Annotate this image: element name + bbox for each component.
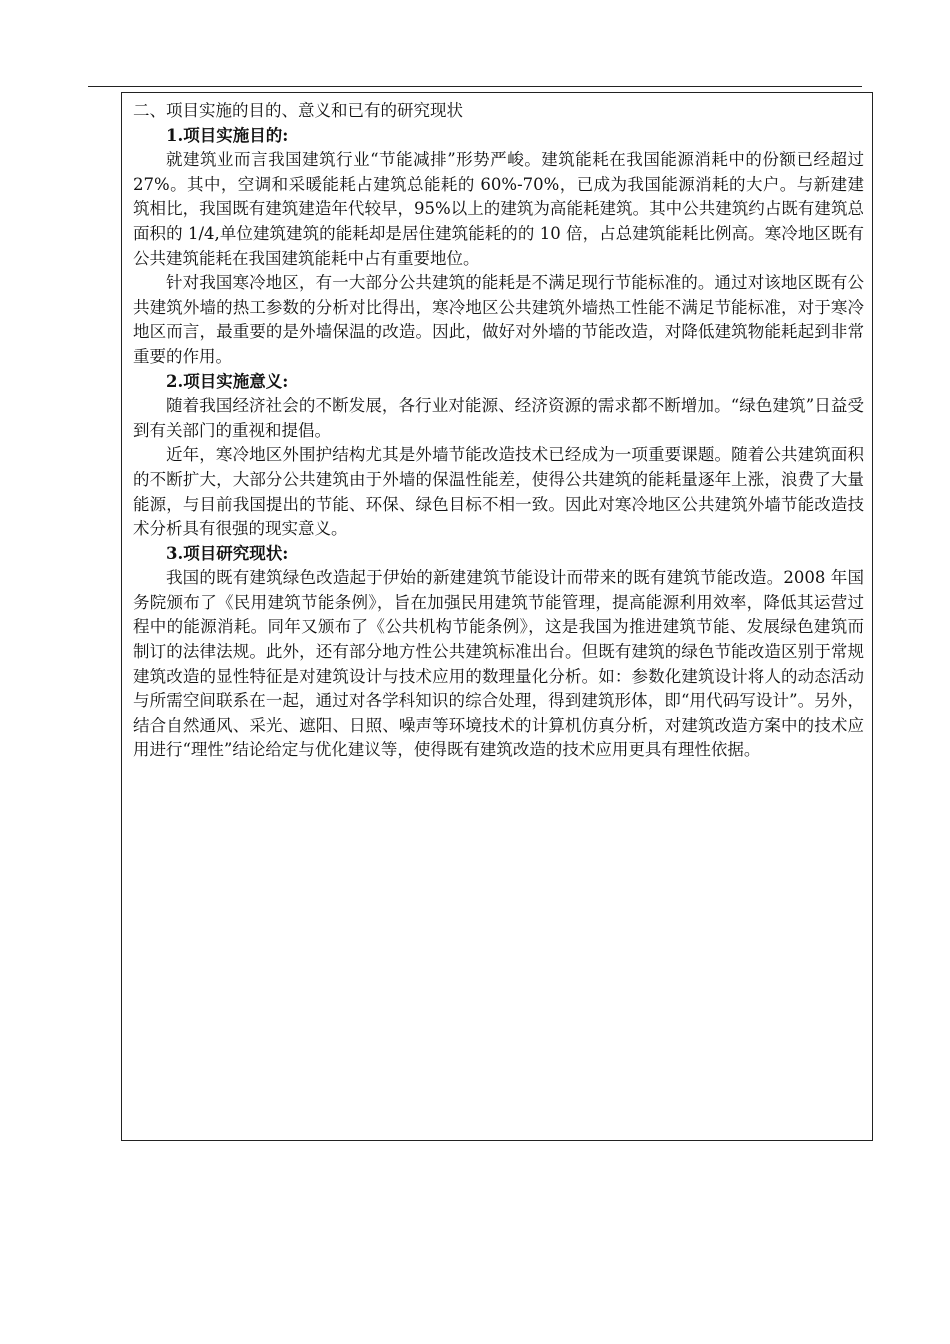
paragraph-significance-2: 近年，寒冷地区外围护结构尤其是外墙节能改造技术已经成为一项重要课题。随着公共建筑面积的不断扩大，大部分公共建筑由于外墙的保温性能差，使得公共建筑的能耗量逐年上涨，浪费了大量能源，与目前我国提出的节能、环保、绿色目标不相一致。因此对寒冷地区公共建筑外墙节能改造技术分析具有很强的现实意义。 bbox=[133, 445, 864, 539]
form-table-cell bbox=[121, 92, 873, 1141]
section-title: 二、项目实施的目的、意义和已有的研究现状 bbox=[133, 101, 463, 120]
subheading-research-status: 3.项目研究现状: bbox=[166, 543, 289, 563]
header-rule bbox=[88, 86, 862, 87]
cell-content bbox=[133, 99, 864, 763]
paragraph-research-status-1: 我国的既有建筑绿色改造起于伊始的新建建筑节能设计而带来的既有建筑节能改造。2008 年国务院颁布了《民用建筑节能条例》，旨在加强民用建筑节能管理，提高能源利用效率，降低其运营过程中的能源消耗。同年又颁布了《公共机构节能条例》，这是我国为推进建筑节能、发展绿色建筑而制订的法律法规。此外，还有部分地方性公共建筑标准出台。但既有建筑的绿色节能改造区别于常规建筑改造的显性特征是对建筑设计与技术应用的数理量化分析。如：参数化建筑设计将人的动态活动与所需空间联系在一起，通过对各学科知识的综合处理，得到建筑形体，即“用代码写设计”。另外，结合自然通风、采光、遮阳、日照、噪声等环境技术的计算机仿真分析，对建筑改造方案中的技术应用进行“理性”结论给定与优化建议等，使得既有建筑改造的技术应用更具有理性依据。 bbox=[133, 568, 864, 760]
paragraph-significance-1: 随着我国经济社会的不断发展，各行业对能源、经济资源的需求都不断增加。“绿色建筑”日益受到有关部门的重视和提倡。 bbox=[133, 396, 864, 440]
subheading-significance: 2.项目实施意义: bbox=[166, 371, 289, 391]
paragraph-purpose-2: 针对我国寒冷地区，有一大部分公共建筑的能耗是不满足现行节能标准的。通过对该地区既有公共建筑外墙的热工参数的分析对比得出，寒冷地区公共建筑外墙热工性能不满足节能标准，对于寒冷地区而言，最重要的是外墙保温的改造。因此，做好对外墙的节能改造，对降低建筑物能耗起到非常重要的作用。 bbox=[133, 273, 864, 366]
paragraph-purpose-1: 就建筑业而言我国建筑行业“节能减排”形势严峻。建筑能耗在我国能源消耗中的份额已经超过 27%。其中，空调和采暖能耗占建筑总能耗的 60%-70%，已成为我国能源消耗的大户。与新建建筑相比，我国既有建筑建造年代较早，95%以上的建筑为高能耗建筑。其中公共建筑约占既有建筑总面积的 1/4,单位建筑建筑的能耗却是居住建筑能耗的的 10 倍，占总建筑能耗比例高。寒冷地区既有公共建筑能耗在我国建筑能耗中占有重要地位。 bbox=[133, 150, 864, 268]
subheading-purpose: 1.项目实施目的: bbox=[166, 125, 289, 145]
